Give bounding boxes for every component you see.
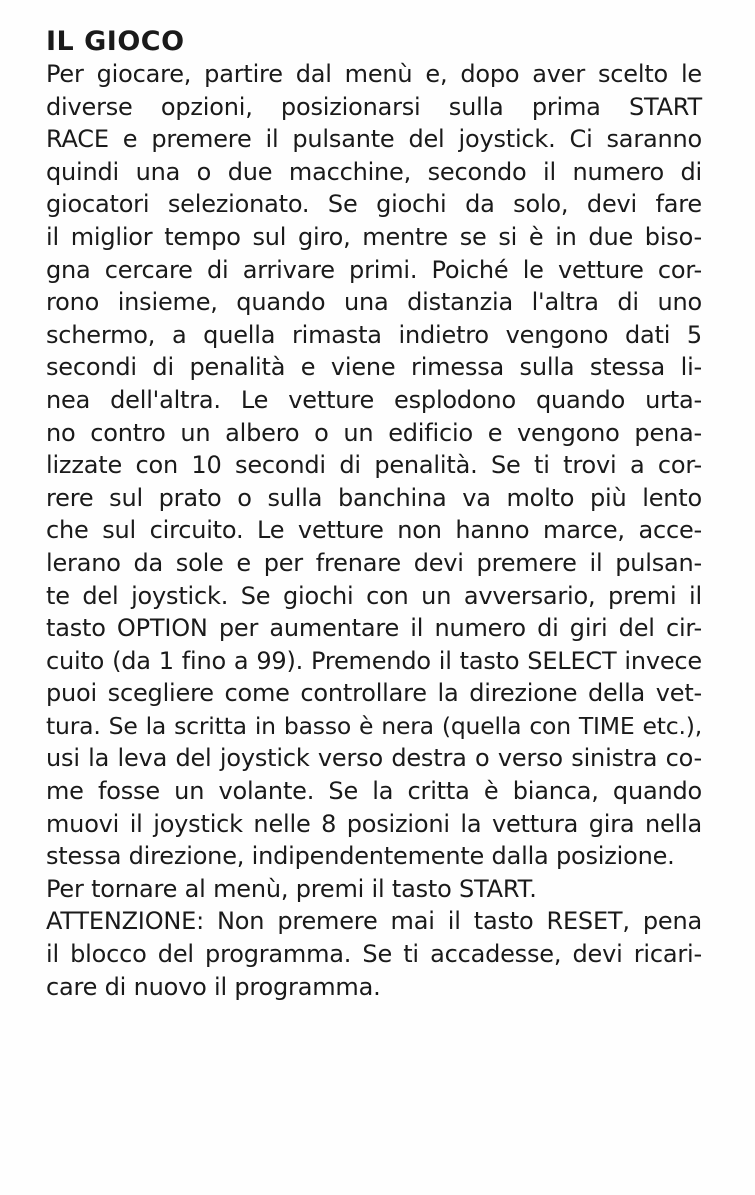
text-line: RACE e premere il pulsante del joystick. Ci saranno [46, 125, 702, 154]
body-paragraph [46, 58, 702, 1003]
text-line: nea dell'altra. Le vetture esplodono quando urta- [46, 385, 702, 414]
document-content [46, 26, 702, 1003]
text-line: no contro un albero o un edificio e vengono pena- [46, 418, 702, 447]
text-line: tura. Se la scritta in basso è nera (quella con TIME etc.), [46, 711, 702, 740]
text-line: il miglior tempo sul giro, mentre se si è in due biso- [46, 222, 702, 251]
text-line: stessa direzione, indipendentemente dalla posizione. [46, 842, 675, 871]
text-line: Per giocare, partire dal menù e, dopo aver scelto le [46, 60, 702, 88]
text-line: quindi una o due macchine, secondo il numero di [46, 157, 702, 186]
text-line: cuito (da 1 fino a 99). Premendo il tasto SELECT invece [46, 646, 702, 675]
text-line: che sul circuito. Le vetture non hanno marce, acce- [46, 516, 702, 545]
section-heading: IL GIOCO [46, 26, 185, 57]
text-line: me fosse un volante. Se la critta è bianca, quando [46, 777, 702, 806]
text-line: giocatori selezionato. Se giochi da solo, devi fare [46, 190, 702, 219]
text-line: secondi di penalità e viene rimessa sulla stessa li- [46, 353, 702, 382]
text-line: care di nuovo il programma. [46, 972, 381, 1001]
text-line: schermo, a quella rimasta indietro vengono dati 5 [46, 320, 702, 349]
text-line: te del joystick. Se giochi con un avversario, premi il [46, 581, 702, 610]
text-line: rono insieme, quando una distanzia l'altra di uno [46, 288, 702, 317]
text-line: gna cercare di arrivare primi. Poiché le vetture cor- [46, 255, 702, 284]
text-line: lerano da sole e per frenare devi premere il pulsan- [46, 548, 702, 577]
text-line: diverse opzioni, posizionarsi sulla prima START [46, 92, 702, 121]
text-line: ATTENZIONE: Non premere mai il tasto RESET, pena [46, 907, 702, 936]
text-line: lizzate con 10 secondi di penalità. Se ti trovi a cor- [46, 451, 702, 480]
text-line: Per tornare al menù, premi il tasto START. [46, 874, 537, 903]
text-line: muovi il joystick nelle 8 posizioni la vettura gira nella [46, 809, 702, 838]
text-line: tasto OPTION per aumentare il numero di giri del cir- [46, 614, 702, 643]
text-line: il blocco del programma. Se ti accadesse, devi ricari- [46, 940, 702, 969]
text-line: usi la leva del joystick verso destra o verso sinistra co- [46, 744, 702, 773]
text-line: puoi scegliere come controllare la direzione della vet- [46, 679, 702, 708]
text-line: rere sul prato o sulla banchina va molto più lento [46, 483, 702, 512]
